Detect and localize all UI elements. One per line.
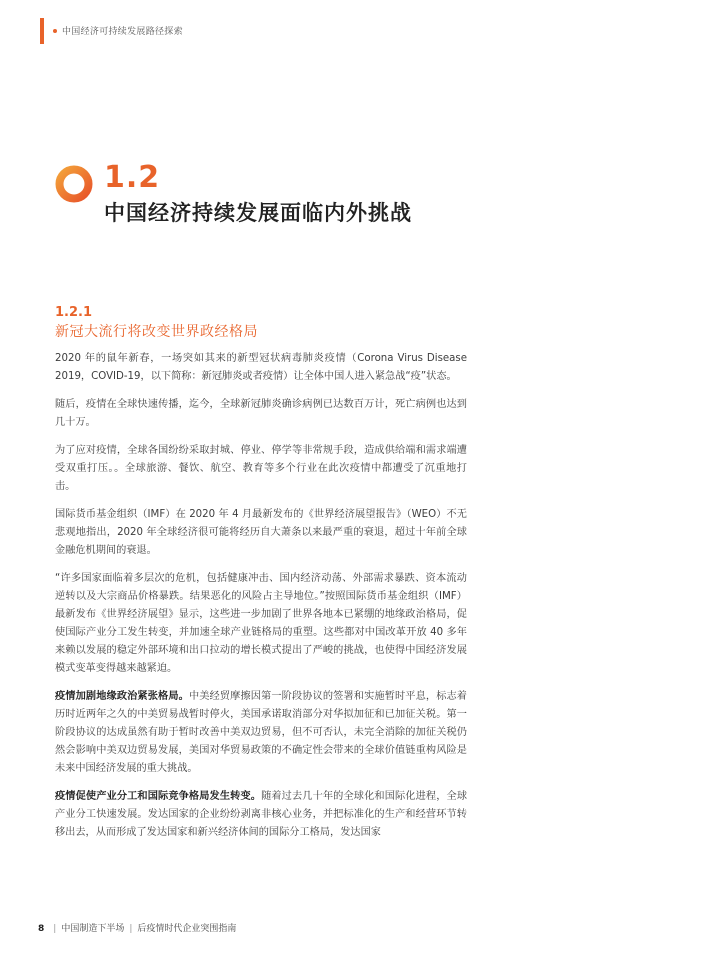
- footer-title-left: 中国制造下半场: [61, 924, 125, 934]
- header-bullet-icon: [53, 29, 57, 33]
- body-text: [55, 350, 467, 852]
- page-footer: [38, 921, 236, 934]
- paragraph-lead: 疫情加剧地缘政治紧张格局。: [55, 691, 189, 702]
- paragraph-text: 国际货币基金组织（IMF）在 2020 年 4 月最新发布的《世界经济展望报告》（WEO）不无悲观地指出，2020 年全球经济很可能将经历自大萧条以来最严重的衰退，超过十年前全球金融危机期间的衰退。: [55, 509, 467, 556]
- subsection-title: 新冠大流行将改变世界政经格局: [55, 324, 258, 340]
- paragraph: [55, 506, 467, 560]
- footer-divider: |: [53, 924, 57, 934]
- paragraph-text: 2020 年的鼠年新春，一场突如其来的新型冠状病毒肺炎疫情（Corona Virus Disease 2019，COVID-19，以下简称：新冠肺炎或者疫情）让全体中国人进入紧急战“疫”状态。: [55, 353, 467, 382]
- paragraph-text: 为了应对疫情，全球各国纷纷采取封城、停业、停学等非常规手段，造成供给端和需求端遭受双重打压。。全球旅游、餐饮、航空、教育等多个行业在此次疫情中都遭受了沉重地打击。: [55, 445, 467, 492]
- paragraph-text: 随后，疫情在全球快速传播，迄今，全球新冠肺炎确诊病例已达数百万计，死亡病例也达到几十万。: [55, 399, 467, 428]
- paragraph-lead: 疫情促使产业分工和国际竞争格局发生转变。: [55, 791, 262, 802]
- footer-title-right: 后疫情时代企业突围指南: [137, 924, 237, 934]
- paragraph-text: 中美经贸摩擦因第一阶段协议的签署和实施暂时平息，标志着历时近两年之久的中美贸易战暂时停火，美国承诺取消部分对华拟加征和已加征关税。第一阶段协议的达成虽然有助于暂时改善中美双边贸易，但不可否认，未完全消除的加征关税仍然会影响中美双边贸易发展，美国对华贸易政策的不确定性会带来的全球价值链重构风险是未来中国经济发展的重大挑战。: [55, 691, 467, 774]
- subsection-number: 1.2.1: [55, 305, 93, 320]
- section-title: 中国经济持续发展面临内外挑战: [104, 201, 412, 225]
- header-accent-bar: [40, 18, 44, 44]
- paragraph: [55, 442, 467, 496]
- paragraph-text: “许多国家面临着多层次的危机，包括健康冲击、国内经济动荡、外部需求暴跌、资本流动逆转以及大宗商品价格暴跌。结果恶化的风险占主导地位。”按照国际货币基金组织（IMF）最新发布《世界经济展望》显示，这些进一步加剧了世界各地本已紧绷的地缘政治格局，促使国际产业分工发生转变，并加速全球产业链格局的重塑。这些都对中国改革开放 40 多年来赖以发展的稳定外部环境和出口拉动的增长模式提出了严峻的挑战，也使得中国经济发展模式变革变得越来越紧迫。: [55, 573, 467, 674]
- paragraph: [55, 688, 467, 778]
- paragraph: [55, 396, 467, 432]
- section-ring-icon: [54, 164, 94, 204]
- footer-divider: |: [129, 924, 133, 934]
- paragraph: [55, 350, 467, 386]
- paragraph-text: 随着过去几十年的全球化和国际化进程，全球产业分工快速发展。发达国家的企业纷纷剥离非核心业务，并把标准化的生产和经营环节转移出去，从而形成了发达国家和新兴经济体间的国际分工格局，发达国家: [55, 791, 468, 838]
- paragraph: [55, 570, 467, 678]
- running-header: 中国经济可持续发展路径探索: [62, 27, 183, 37]
- paragraph: [55, 788, 467, 842]
- section-number: 1.2: [104, 160, 161, 195]
- page-number: 8: [38, 924, 45, 934]
